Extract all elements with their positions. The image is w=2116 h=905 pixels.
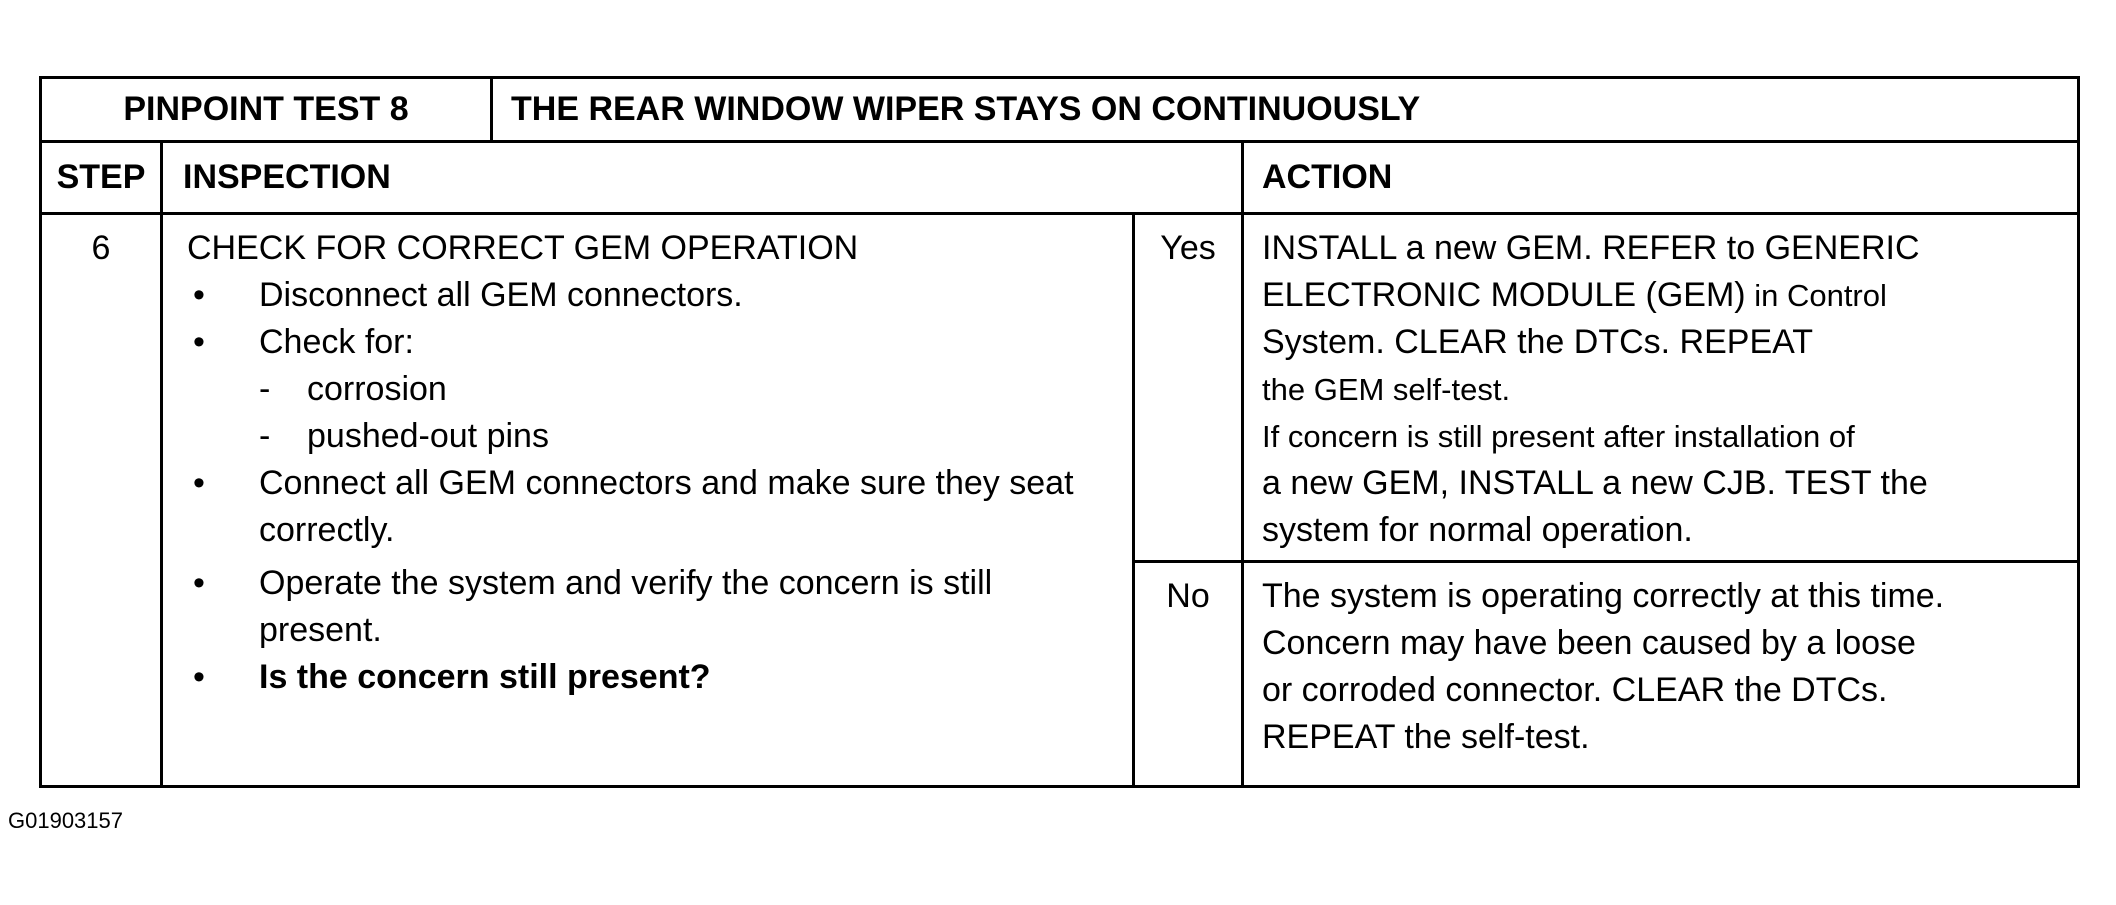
test-title-cell: THE REAR WINDOW WIPER STAYS ON CONTINUOUSLY	[511, 90, 1421, 128]
answer-yes-label: Yes	[1135, 215, 1244, 560]
inspection-item-text: Connect all GEM connectors and make sure they seat correctly.	[259, 464, 1074, 549]
inspection-question	[187, 654, 1132, 701]
inspection-question-text: Is the concern still present?	[259, 658, 711, 696]
column-header-action: ACTION	[1262, 158, 1393, 196]
inspection-subitem-text: corrosion	[307, 370, 447, 408]
bullet-icon: •	[193, 276, 205, 314]
inspection-item	[187, 460, 1132, 554]
bullet-icon: •	[193, 323, 205, 361]
bullet-icon: •	[193, 464, 205, 502]
action-line: If concern is still present after installation of	[1262, 419, 1855, 454]
action-line: REPEAT the self-test.	[1262, 718, 1590, 756]
step-number: 6	[42, 215, 163, 785]
inspection-item-text: Operate the system and verify the concern is still present.	[259, 564, 993, 649]
action-line: a new GEM, INSTALL a new CJB. TEST the	[1262, 464, 1928, 502]
action-line: System. CLEAR the DTCs. REPEAT	[1262, 323, 1814, 361]
inspection-heading: CHECK FOR CORRECT GEM OPERATION	[187, 229, 859, 267]
inspection-item-text: Disconnect all GEM connectors.	[259, 276, 743, 314]
inspection-subitem-text: pushed-out pins	[307, 417, 549, 455]
inspection-cell	[163, 215, 1135, 785]
action-line: The system is operating correctly at this time.	[1262, 577, 1945, 615]
action-line	[1262, 272, 2063, 319]
inspection-subitem	[187, 366, 1132, 413]
inspection-item	[187, 560, 1132, 654]
answers-cell	[1135, 215, 2077, 785]
action-line: or corroded connector. CLEAR the DTCs.	[1262, 671, 1888, 709]
test-id-cell: PINPOINT TEST 8	[42, 79, 493, 140]
action-line: INSTALL a new GEM. REFER to GENERIC	[1262, 229, 1920, 267]
inspection-item-text: Check for:	[259, 323, 414, 361]
inspection-subitem	[187, 413, 1132, 460]
action-line: the GEM self-test.	[1262, 372, 1511, 407]
table-header-row	[42, 79, 2077, 143]
answer-yes-action	[1244, 215, 2077, 560]
answer-yes-row	[1135, 215, 2077, 563]
step-row	[42, 215, 2077, 785]
inspection-item	[187, 272, 1132, 319]
action-line-part: ELECTRONIC MODULE (GEM)	[1262, 276, 1746, 314]
answer-no-label: No	[1135, 563, 1244, 785]
bullet-icon: •	[193, 658, 205, 696]
inspection-item	[187, 319, 1132, 366]
dash-icon: -	[259, 417, 271, 455]
action-line-part: in Control	[1745, 278, 1887, 313]
column-header-inspection: INSPECTION	[163, 143, 1244, 212]
dash-icon: -	[259, 370, 271, 408]
pinpoint-test-table	[39, 76, 2080, 788]
column-header-row	[42, 143, 2077, 215]
answer-no-action	[1244, 563, 2077, 785]
action-line: system for normal operation.	[1262, 511, 1693, 549]
column-header-step: STEP	[42, 143, 163, 212]
answer-no-row	[1135, 563, 2077, 785]
action-line: Concern may have been caused by a loose	[1262, 624, 1916, 662]
figure-id: G01903157	[8, 808, 123, 833]
bullet-icon: •	[193, 564, 205, 602]
